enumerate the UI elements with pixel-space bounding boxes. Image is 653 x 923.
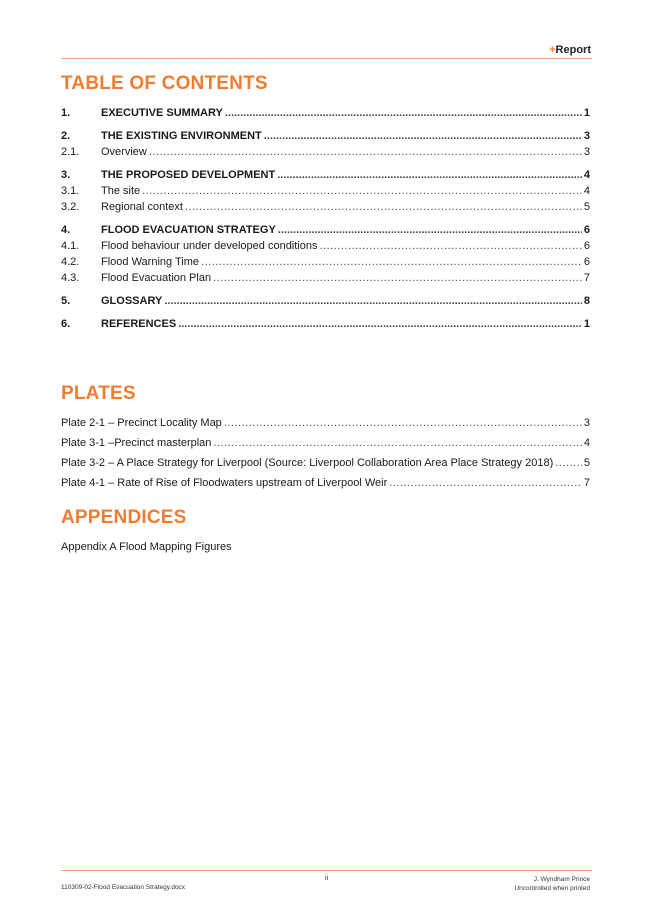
toc-heading: TABLE OF CONTENTS bbox=[61, 73, 268, 94]
toc-entry[interactable] bbox=[61, 318, 590, 334]
dot-leader bbox=[225, 107, 582, 119]
dot-leader bbox=[264, 130, 582, 142]
toc-entry-title: The site bbox=[101, 185, 141, 197]
toc-entry-title: Overview bbox=[101, 146, 147, 158]
dot-leader bbox=[164, 295, 582, 307]
plate-entry[interactable] bbox=[61, 477, 590, 497]
toc-entry-title: FLOOD EVACUATION STRATEGY bbox=[101, 224, 276, 236]
dot-leader bbox=[555, 457, 582, 469]
footer-file-name: 110309-02-Flood Evacuation Strategy.docx bbox=[61, 884, 186, 891]
plate-entry[interactable] bbox=[61, 437, 590, 457]
dot-leader bbox=[278, 224, 582, 236]
footer-company: J. Wyndham Prince bbox=[533, 876, 590, 883]
toc-entry-number: 4.2. bbox=[61, 256, 80, 268]
toc-entry-number: 6. bbox=[61, 318, 71, 330]
toc-entry[interactable] bbox=[61, 240, 590, 256]
toc-entry-number: 4.1. bbox=[61, 240, 80, 252]
report-header-tag bbox=[549, 44, 591, 56]
toc-entry-page: 3 bbox=[583, 146, 590, 158]
toc-entry-title: REFERENCES bbox=[101, 318, 177, 330]
toc-entry[interactable] bbox=[61, 256, 590, 272]
table-of-contents bbox=[61, 107, 590, 334]
dot-leader bbox=[201, 256, 582, 268]
plate-entry-title: Plate 3-2 – A Place Strategy for Liverpool (Source: Liverpool Collaboration Area Place Strategy 2018) bbox=[61, 457, 554, 469]
toc-entry[interactable] bbox=[61, 295, 590, 311]
toc-entry-page: 6 bbox=[583, 224, 590, 236]
plus-mark: + bbox=[549, 44, 556, 56]
toc-entry-number: 5. bbox=[61, 295, 71, 307]
plates-heading: PLATES bbox=[61, 383, 136, 404]
plate-entry-page: 5 bbox=[583, 457, 590, 469]
dot-leader bbox=[213, 272, 582, 284]
toc-entry-title: Flood Warning Time bbox=[101, 256, 200, 268]
toc-entry-page: 4 bbox=[583, 185, 590, 197]
toc-entry-number: 4.3. bbox=[61, 272, 80, 284]
dot-leader bbox=[213, 437, 581, 449]
toc-entry-page: 6 bbox=[583, 256, 590, 268]
toc-entry-title: Flood Evacuation Plan bbox=[101, 272, 212, 284]
toc-entry-page: 8 bbox=[583, 295, 590, 307]
plate-entry-page: 4 bbox=[583, 437, 590, 449]
toc-entry-page: 1 bbox=[583, 107, 590, 119]
plate-entry-title: Plate 2-1 – Precinct Locality Map bbox=[61, 417, 222, 429]
toc-entry-number: 1. bbox=[61, 107, 71, 119]
toc-entry[interactable] bbox=[61, 224, 590, 240]
toc-entry-number: 2.1. bbox=[61, 146, 80, 158]
toc-entry-number: 2. bbox=[61, 130, 71, 142]
appendix-item[interactable]: Appendix A Flood Mapping Figures bbox=[61, 541, 232, 553]
appendices-heading: APPENDICES bbox=[61, 507, 187, 528]
plate-entry[interactable] bbox=[61, 417, 590, 437]
toc-entry-number: 4. bbox=[61, 224, 71, 236]
dot-leader bbox=[320, 240, 582, 252]
toc-entry-page: 7 bbox=[583, 272, 590, 284]
toc-entry[interactable] bbox=[61, 107, 590, 123]
toc-entry-number: 3.1. bbox=[61, 185, 80, 197]
toc-entry-page: 3 bbox=[583, 130, 590, 142]
plate-entry[interactable] bbox=[61, 457, 590, 477]
plate-entry-page: 3 bbox=[583, 417, 590, 429]
toc-entry-page: 6 bbox=[583, 240, 590, 252]
toc-entry-title: Regional context bbox=[101, 201, 183, 213]
toc-entry-page: 1 bbox=[583, 318, 590, 330]
toc-entry-page: 5 bbox=[583, 201, 590, 213]
toc-entry[interactable] bbox=[61, 185, 590, 201]
toc-entry-title: EXECUTIVE SUMMARY bbox=[101, 107, 223, 119]
toc-entry-number: 3. bbox=[61, 169, 71, 181]
dot-leader bbox=[185, 201, 582, 213]
toc-entry-title: THE EXISTING ENVIRONMENT bbox=[101, 130, 262, 142]
toc-entry-title: GLOSSARY bbox=[101, 295, 163, 307]
dot-leader bbox=[224, 417, 582, 429]
toc-entry-title: Flood behaviour under developed conditions bbox=[101, 240, 318, 252]
header-label: Report bbox=[555, 44, 591, 56]
plate-entry-title: Plate 4-1 – Rate of Rise of Floodwaters upstream of Liverpool Weir bbox=[61, 477, 388, 489]
footer-page-number: ii bbox=[324, 875, 329, 882]
header-rule bbox=[61, 58, 592, 59]
dot-leader bbox=[389, 477, 582, 489]
footer-rule bbox=[61, 870, 592, 871]
dot-leader bbox=[149, 146, 582, 158]
toc-entry-page: 4 bbox=[583, 169, 590, 181]
toc-entry-number: 3.2. bbox=[61, 201, 80, 213]
toc-entry[interactable] bbox=[61, 130, 590, 146]
footer-right-block bbox=[514, 875, 590, 893]
dot-leader bbox=[277, 169, 582, 181]
toc-entry[interactable] bbox=[61, 272, 590, 288]
plate-entry-page: 7 bbox=[583, 477, 590, 489]
plate-entry-title: Plate 3-1 –Precinct masterplan bbox=[61, 437, 212, 449]
toc-entry[interactable] bbox=[61, 146, 590, 162]
toc-entry[interactable] bbox=[61, 201, 590, 217]
footer-status: Uncontrolled when printed bbox=[514, 885, 590, 892]
plates-list bbox=[61, 417, 590, 497]
dot-leader bbox=[142, 185, 582, 197]
dot-leader bbox=[178, 318, 582, 330]
toc-entry[interactable] bbox=[61, 169, 590, 185]
toc-entry-title: THE PROPOSED DEVELOPMENT bbox=[101, 169, 276, 181]
